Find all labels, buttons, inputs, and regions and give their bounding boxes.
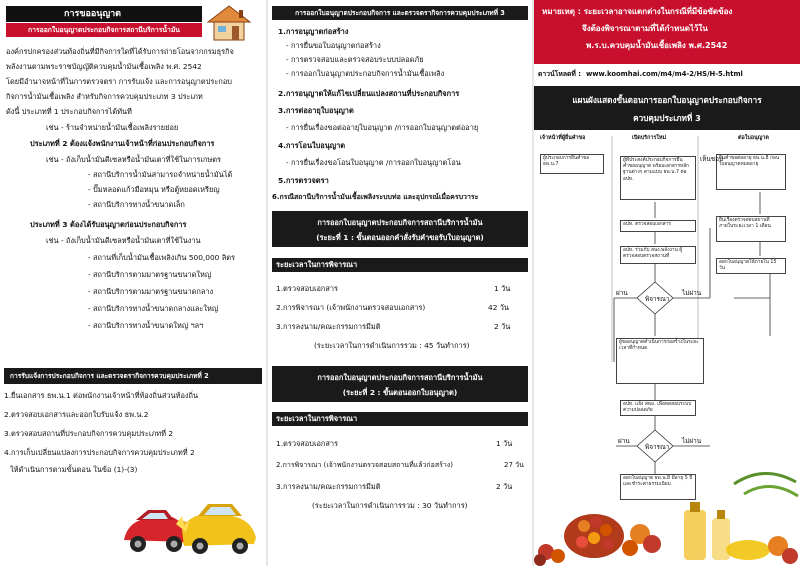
type-item: - สถานีบริการตามมาตรฐานขนาดใหญ่ [88,270,212,279]
note-banner [534,0,800,64]
notify-item: 2.ตรวจสอบเอกสารและออกใบรับแจ้ง ธพ.น.2 [4,410,149,419]
flow-title: แผนผังแสดงขั้นตอนการออกใบอนุญาตประกอบกิจการ [572,95,762,105]
step-item: - การยื่นขอใบอนุญาตก่อสร้าง [286,41,381,50]
stage1-row-value: 42 วัน [488,303,509,312]
flow-box: ยื่นเรื่องตรวจสอบสถานที่ภายในระยะเวลา 1 เดือน [716,216,786,242]
right-panel [534,0,800,566]
permit-subheader: การออกใบอนุญาตประกอบกิจการสถานีบริการน้ำมัน [6,23,202,37]
type-item: เช่น - ร้านจำหน่ายน้ำมันเชื้อเพลิงรายย่อย [46,123,179,132]
flow-label-yes: เห็นชอบ [700,155,723,163]
stage2-row-label: 3.การลงนาม/คณะกรรมการมีมติ [276,482,381,491]
flow-box: อปท. แจ้ง สพม. เพื่อทดสอบระบบความปลอดภัย [620,400,696,416]
palm-oil-illustration [534,464,800,566]
step-item: 1.การอนุญาตก่อสร้าง [278,27,349,36]
type-heading: ประเภทที่ 3 ต้องได้รับอนุญาตก่อนประกอบกิจการ [30,220,187,229]
flow-box: ผู้ประกอบการยื่นคำขอ ธพ.น.7 [540,154,604,174]
step-item: 2.การอนุญาตให้แก้ไขเปลี่ยนแปลงสถานที่ประกอบกิจการ [278,89,460,98]
flow-label-consider: พิจารณา [645,443,670,451]
type-heading: ประเภทที่ 2 ต้องแจ้งพนักงานเจ้าหน้าที่ก่อนประกอบกิจการ [30,139,215,148]
type-item: - สถานที่เก็บน้ำมันเชื้อเพลิงเกิน 500,000 ลิตร [88,253,236,262]
notify-header: การรับแจ้งการประกอบกิจการ และตรวจตรากิจการควบคุมประเภทที่ 2 [4,368,262,384]
intro-line: กิจการน้ำมันเชื้อเพลิง สำหรับกิจการควบคุมประเภท 3 ประเภท [6,92,203,101]
stage1-banner [272,211,528,247]
note-line: พ.ร.บ.ควบคุมน้ำมันเชื้อเพลิง พ.ศ.2542 [586,41,728,50]
flow-label-pass: ผ่าน [618,437,630,445]
stage2-title: การออกใบอนุญาตประกอบกิจการสถานีบริการน้ำมัน [317,373,483,382]
apply-permit-header: การขออนุญาต [6,6,202,22]
intro-line: ดังนี้ ประเภทที่ 1 ประกอบกิจการได้ทันที [6,107,132,116]
type-item: - ปั๊มหลอดแก้วมือหมุน หรือตู้หยอดเหรียญ [88,185,220,194]
flow-box: ออกใบอนุญาตให้ภายใน 15 วัน [716,258,786,274]
flow-label-pass: ผ่าน [616,289,628,297]
flow-label-consider: พิจารณา [645,295,670,303]
stage1-row-label: 2.การพิจารณา (เจ้าพนักงานตรวจสอบเอกสาร) [276,303,426,312]
stage1-row-label: 1.ตรวจสอบเอกสาร [276,284,339,293]
step-item: - การตรวจสอบและตรวจสอบระบบปลอดภัย [286,55,424,64]
stage2-period-label: ระยะเวลาในการพิจารณา [272,412,528,426]
house-icon [206,4,252,42]
notify-item: ให้ดำเนินการตามขั้นตอน ในข้อ (1)-(3) [10,465,138,474]
type-item: - สถานีบริการตามมาตรฐานขนาดกลาง [88,287,214,296]
intro-line: โดยมีอำนาจหน้าที่ในการตรวจตรา การรับแจ้ง และการอนุญาตประกอบ [6,77,232,86]
flow-title-banner [534,86,800,130]
stage1-period-label: ระยะเวลาในการพิจารณา [272,258,528,272]
type-item: - สถานีบริการน้ำมันสามารถจำหน่ายน้ำมันได้ [88,170,233,179]
permit-type3-header: การออกใบอนุญาตประกอบกิจการ และตรวจตรากิจการควบคุมประเภทที่ 3 [272,6,528,20]
middle-panel [268,0,532,566]
flow-box: ผู้ขออนุญาตดำเนินการก่อสร้างในระยะเวลาที่กำหนด [616,338,704,384]
flow-box: ผู้ที่ประสงค์ประกอบกิจการยื่นคำขออนุญาต พร้อมเอกสารหลักฐานต่างๆ ตามแบบ ธพ.น.7 ต่อ อปท. [620,156,696,200]
note-line: จึงต้องพิจารณาตามที่ได้กำหนดไว้ใน [582,24,708,33]
flow-box: อปท. ตรวจสอบเอกสาร [620,220,696,232]
flow-label-fail: ไม่ผ่าน [682,289,702,297]
intro-line: องค์กรปกครองส่วนท้องถิ่นที่มีกิจการใดที่ได้รับการถ่ายโอนจากกรมธุรกิจ [6,47,234,56]
stage1-row-label: 3.การลงนาม/คณะกรรมการมีมติ [276,322,381,331]
stage1-row-value: 2 วัน [494,322,511,331]
stage1-subtitle: (ระยะที่ 1 : ขั้นตอนออกคำสั่งรับคำขอรับใบอนุญาต) [316,233,484,242]
type-item: - สถานีบริการทางน้ำขนาดกลางและใหญ่ [88,304,219,313]
stage2-row-value: 2 วัน [496,482,513,491]
flow-box: ออกใบอนุญาต ธพ.น.8 มีอายุ 5 ปี และชำระค่าธรรมเนียม [620,474,696,500]
stage1-row-value: 1 วัน [494,284,511,293]
type-item: เช่น - ถังเก็บน้ำมันดีเซลหรือน้ำมันเตาที่ใช้ในการเกษตร [46,155,222,164]
step-item: - การยื่นเรื่องขอต่ออายุใบอนุญาต /การออกใบอนุญาตต่ออายุ [286,123,479,132]
notify-item: 4.การเก็บเปลี่ยนแปลงการประกอบกิจการควบคุมประเภทที่ 2 [4,448,195,457]
step-item: 4.การโอนใบอนุญาต [278,141,346,150]
stage2-row-label: 2.การพิจารณา (เจ้าพนักงานตรวจสอบสถานที่แล้วก่อสร้าง) [276,461,453,469]
flow-subtitle: ควบคุมประเภทที่ 3 [633,113,701,123]
stage2-row-value: 1 วัน [496,439,513,448]
flow-box: อปท. ร่วมกับ สนง.พลังงาน ผู้ตรวจสอบตรวจสถานที่ [620,246,696,264]
intro-line: พลังงานตามพระราชบัญญัติควบคุมน้ำมันเชื้อเพลิง พ.ศ. 2542 [6,62,202,71]
download-label: ดาวน์โหลดที่ : [538,70,581,78]
flow-lane-header: เจ้าหน้าที่ผู้ยื่นคำขอ [540,135,586,141]
left-panel [0,0,266,566]
type-item: - สถานีบริการทางน้ำขนาดเล็ก [88,200,185,209]
stage1-title: การออกใบอนุญาตประกอบกิจการสถานีบริการน้ำมัน [317,218,483,227]
car-crash-illustration [120,486,260,562]
stage2-subtitle: (ระยะที่ 2 : ขั้นตอนออกใบอนุญาต) [342,388,458,397]
type-item: - สถานีบริการทางน้ำขนาดใหญ่ ฯลฯ [88,321,204,330]
step-item: - การยื่นเรื่องขอโอนใบอนุญาต /การออกใบอนุญาตโอน [286,158,461,167]
flow-lane-header: ต่อใบอนุญาต [738,135,769,141]
notify-item: 3.ตรวจสอบสถานที่ประกอบกิจการควบคุมประเภทที่ 2 [4,429,174,438]
download-url[interactable]: www.koomhai.com/m4/m4-2/HS/H-5.html [586,70,743,78]
notify-item: 1.ยื่นเอกสาร ธพ.น.1 ต่อพนักงานเจ้าหน้าที่ท้องถิ่นส่วนท้องถิ่น [4,391,199,400]
flow-lane-header: เปิดบริการใหม่ [632,135,667,141]
stage2-total: (ระยะเวลาในการดำเนินการรวม : 30 วันทำการ) [312,501,468,510]
flow-label-fail: ไม่ผ่าน [682,437,702,445]
stage2-row-label: 1.ตรวจสอบเอกสาร [276,439,339,448]
note-line: หมายเหตุ : ระยะเวลาอาจแตกต่างในกรณีที่มีข้อขัดข้อง [542,7,733,16]
flow-box: ยื่นคำขอต่ออายุ ธพ.น.8 ก่อนใบอนุญาตหมดอายุ [716,154,786,190]
stage2-banner [272,366,528,402]
type-item: เช่น - ถังเก็บน้ำมันดีเซลหรือน้ำมันเตาที่ใช้ในงาน [46,236,201,245]
stage2-row-value: 27 วัน [504,461,524,469]
step-item: 3.การต่ออายุใบอนุญาต [278,106,354,115]
step-item: 6.กรณีสถานีบริการน้ำมันเชื้อเพลิงระบบท่อ และอุปกรณ์เมื่อครบวาระ [272,193,479,201]
step-item: - การออกใบอนุญาตประกอบกิจการน้ำมันเชื้อเพลิง [286,69,445,78]
step-item: 5.การตรวจตรา [278,176,329,185]
stage1-total: (ระยะเวลาในการดำเนินการรวม : 45 วันทำการ) [314,341,470,350]
